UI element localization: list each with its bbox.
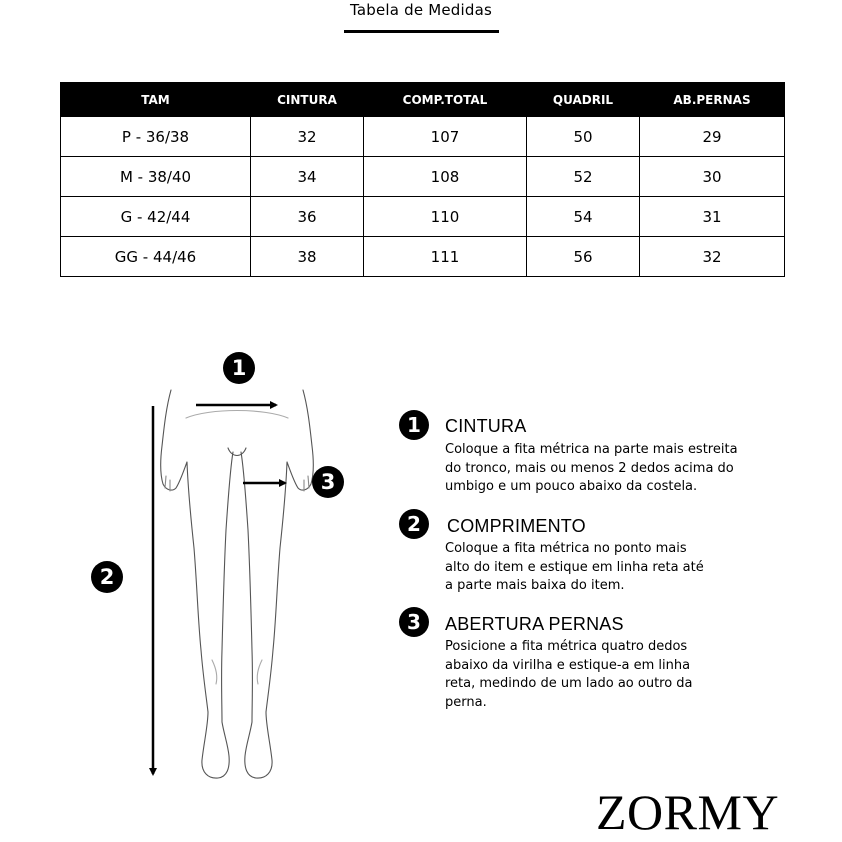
header-tam: TAM [61,83,251,117]
cell-ab-pernas: 31 [640,197,785,237]
instruction-line: reta, medindo de um lado ao outro da [445,676,693,691]
marker-3-badge: 3 [312,466,344,498]
cell-ab-pernas: 32 [640,237,785,277]
instruction-line: Coloque a fita métrica no ponto mais [445,541,687,556]
cell-comp-total: 108 [364,157,527,197]
cell-quadril: 54 [527,197,640,237]
instruction-line: Posicione a fita métrica quatro dedos [445,639,688,654]
cell-size: GG - 44/46 [61,237,251,277]
header-cintura: CINTURA [251,83,364,117]
instruction-2-badge: 2 [399,509,429,539]
cell-ab-pernas: 30 [640,157,785,197]
brand-logo: ZORMY [596,784,780,840]
cell-size: M - 38/40 [61,157,251,197]
cell-quadril: 50 [527,117,640,157]
marker-1-badge: 1 [223,352,255,384]
instruction-line: umbigo e um pouco abaixo da costela. [445,479,698,494]
cell-cintura: 38 [251,237,364,277]
instruction-1-title: CINTURA [445,416,527,436]
page-title: Tabela de Medidas [349,1,493,19]
header-ab-pernas: AB.PERNAS [640,83,785,117]
cell-comp-total: 107 [364,117,527,157]
cell-quadril: 56 [527,237,640,277]
cell-cintura: 36 [251,197,364,237]
cell-ab-pernas: 29 [640,117,785,157]
cell-comp-total: 110 [364,197,527,237]
instruction-line: do tronco, mais ou menos 2 dedos acima do [445,460,734,476]
instruction-1-badge: 1 [399,410,429,440]
cell-size: G - 42/44 [61,197,251,237]
instruction-3-badge: 3 [399,607,429,637]
marker-2-badge: 2 [91,561,123,593]
cell-cintura: 34 [251,157,364,197]
instruction-line: abaixo da virilha e estique-a em linha [445,657,691,673]
instruction-3-title: ABERTURA PERNAS [445,614,624,634]
instruction-line: alto do item e estique em linha reta até [445,559,704,575]
instruction-2-text [445,540,765,596]
instruction-line: a parte mais baixa do item. [445,578,625,593]
cell-quadril: 52 [527,157,640,197]
instruction-line: Coloque a fita métrica na parte mais estreita [445,442,738,457]
cell-comp-total: 111 [364,237,527,277]
instruction-2-title: COMPRIMENTO [447,516,586,536]
cell-size: P - 36/38 [61,117,251,157]
header-quadril: QUADRIL [527,83,640,117]
instruction-3-text [445,638,765,712]
instruction-1-text [445,441,765,497]
instruction-line: perna. [445,694,487,710]
cell-cintura: 32 [251,117,364,157]
lower-body-outline [161,390,314,778]
header-comp-total: COMP.TOTAL [364,83,527,117]
